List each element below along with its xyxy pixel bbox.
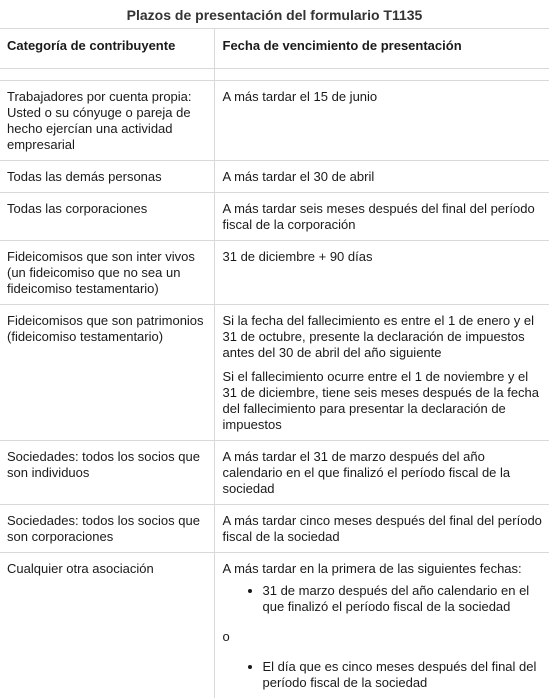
category-cell	[0, 161, 214, 193]
category-cell	[0, 241, 214, 305]
list-item: • El día que es cinco meses después del final del período fiscal de la sociedad	[263, 659, 544, 691]
due-bullet-list	[223, 583, 544, 615]
table-row	[0, 81, 549, 161]
category-cell	[0, 81, 214, 161]
or-separator: o	[222, 629, 230, 644]
category-text: Cualquier otra asociación	[7, 561, 154, 576]
due-text: A más tardar el 15 de junio	[222, 89, 378, 104]
category-cell	[0, 193, 214, 241]
due-text: Si el fallecimiento ocurre entre el 1 de noviembre y el 31 de diciembre, tiene seis meses después de la fecha del fallecimiento para presentar la declaración de impuestos	[222, 369, 540, 432]
category-text: Sociedades: todos los socios que son individuos	[7, 449, 200, 480]
header-taxpayer-category: Categoría de contribuyente	[0, 29, 214, 69]
category-cell	[0, 505, 214, 553]
due-cell	[214, 441, 549, 505]
spacer-cell	[214, 69, 549, 81]
category-text: Todas las demás personas	[7, 169, 162, 184]
spacer-row	[0, 69, 549, 81]
header-due-date: Fecha de vencimiento de presentación	[214, 29, 549, 69]
due-text: Si la fecha del fallecimiento es entre el 1 de enero y el 31 de octubre, presente la declaración de impuestos antes del 30 de abril del año siguiente	[222, 313, 534, 360]
due-cell	[214, 305, 549, 441]
due-cell	[214, 161, 549, 193]
due-cell	[214, 241, 549, 305]
table-header-row	[0, 29, 549, 69]
category-text: Trabajadores por cuenta propia: Usted o su cónyuge o pareja de hecho ejercían una actividad empresarial	[7, 89, 192, 152]
due-text: 31 de diciembre + 90 días	[222, 249, 373, 264]
due-cell	[214, 505, 549, 553]
due-cell	[214, 553, 549, 699]
category-text: Fideicomisos que son patrimonios (fideicomiso testamentario)	[7, 313, 204, 344]
table-row	[0, 305, 549, 441]
due-intro: A más tardar en la primera de las siguientes fechas:	[222, 561, 522, 576]
category-cell	[0, 305, 214, 441]
due-text: A más tardar cinco meses después del final del período fiscal de la sociedad	[222, 513, 542, 544]
due-cell	[214, 81, 549, 161]
list-item: • 31 de marzo después del año calendario en el que finalizó el período fiscal de la sociedad	[263, 583, 544, 615]
category-cell	[0, 553, 214, 699]
due-text: A más tardar el 30 de abril	[222, 169, 375, 184]
table-row	[0, 505, 549, 553]
spacer-cell	[0, 69, 214, 81]
category-text: Todas las corporaciones	[7, 201, 148, 216]
table-row	[0, 193, 549, 241]
due-text: A más tardar el 31 de marzo después del año calendario en el que finalizó el período fiscal de la sociedad	[222, 449, 511, 496]
table-row	[0, 241, 549, 305]
table-row	[0, 441, 549, 505]
due-cell	[214, 193, 549, 241]
due-bullet-list	[223, 659, 544, 691]
due-text: A más tardar seis meses después del final del período fiscal de la corporación	[222, 201, 535, 232]
category-cell	[0, 441, 214, 505]
table-row	[0, 553, 549, 699]
deadlines-table	[0, 28, 549, 698]
table-title: Plazos de presentación del formulario T1135	[126, 7, 423, 23]
table-row	[0, 161, 549, 193]
category-text: Sociedades: todos los socios que son corporaciones	[7, 513, 200, 544]
category-text: Fideicomisos que son inter vivos (un fideicomiso que no sea un fideicomiso testamentario)	[7, 249, 195, 296]
